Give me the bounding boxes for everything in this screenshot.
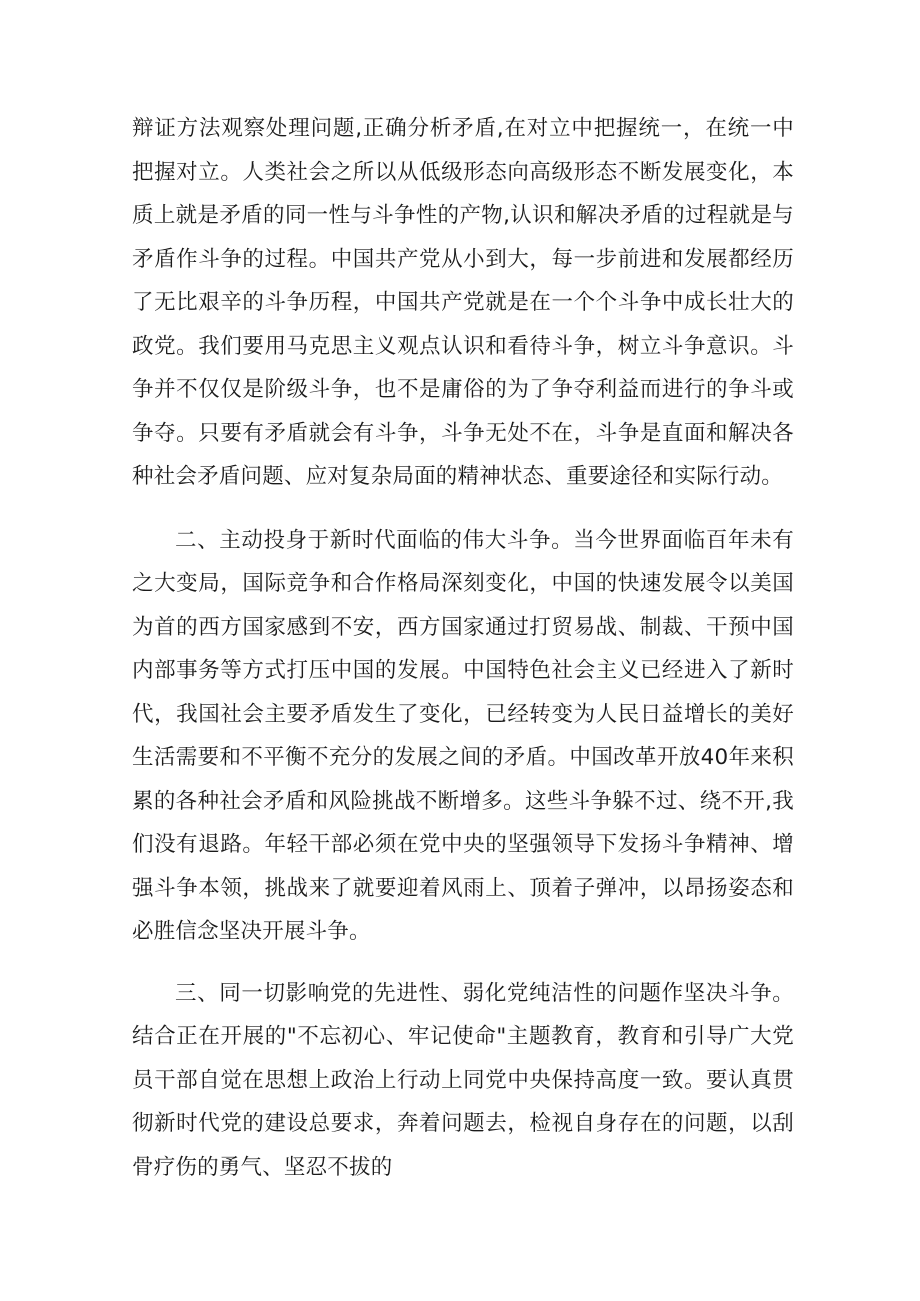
paragraph-continuation: 辩证方法观察处理问题,正确分析矛盾,在对立中把握统一，在统一中把握对立。人类社会之所以从低级形态向高级形态不断发展变化，本质上就是矛盾的同一性与斗争性的产物,认识和解决矛盾的过程就是与矛盾作斗争的过程。中国共产党从小到大，每一步前进和发展都经历了无比艰辛的斗争历程，中国共产党就是在一个个斗争中成长壮大的政党。我们要用马克思主义观点认识和看待斗争，树立斗争意识。斗争并不仅仅是阶级斗争，也不是庸俗的为了争夺利益而进行的争斗或争夺。只要有矛盾就会有斗争，斗争无处不在，斗争是直面和解决各种社会矛盾问题、应对复杂局面的精神状态、重要途径和实际行动。 (132, 116, 794, 489)
document-body (132, 107, 794, 1189)
paragraph-section-two: 二、主动投身于新时代面临的伟大斗争。当今世界面临百年未有之大变局，国际竞争和合作格局深刻变化，中国的快速发展令以美国为首的西方国家感到不安，西方国家通过打贸易战、制裁、干预中国内部事务等方式打压中国的发展。中国特色社会主义已经进入了新时代，我国社会主要矛盾发生了变化，已经转变为人民日益增长的美好生活需要和不平衡不充分的发展之间的矛盾。中国改革开放40年来积累的各种社会矛盾和风险挑战不断增多。这些斗争躲不过、绕不开,我们没有退路。年轻干部必须在党中央的坚强领导下发扬斗争精神、增强斗争本领，挑战来了就要迎着风雨上、顶着子弹冲，以昂扬姿态和必胜信念坚决开展斗争。 (132, 527, 794, 944)
paragraph-section-three: 三、同一切影响党的先进性、弱化党纯洁性的问题作坚决斗争。结合正在开展的"不忘初心、牢记使命"主题教育，教育和引导广大党员干部自觉在思想上政治上行动上同党中央保持高度一致。要认真贯彻新时代党的建设总要求，奔着问题去，检视自身存在的问题，以刮骨疗伤的勇气、坚忍不拔的 (132, 980, 794, 1180)
